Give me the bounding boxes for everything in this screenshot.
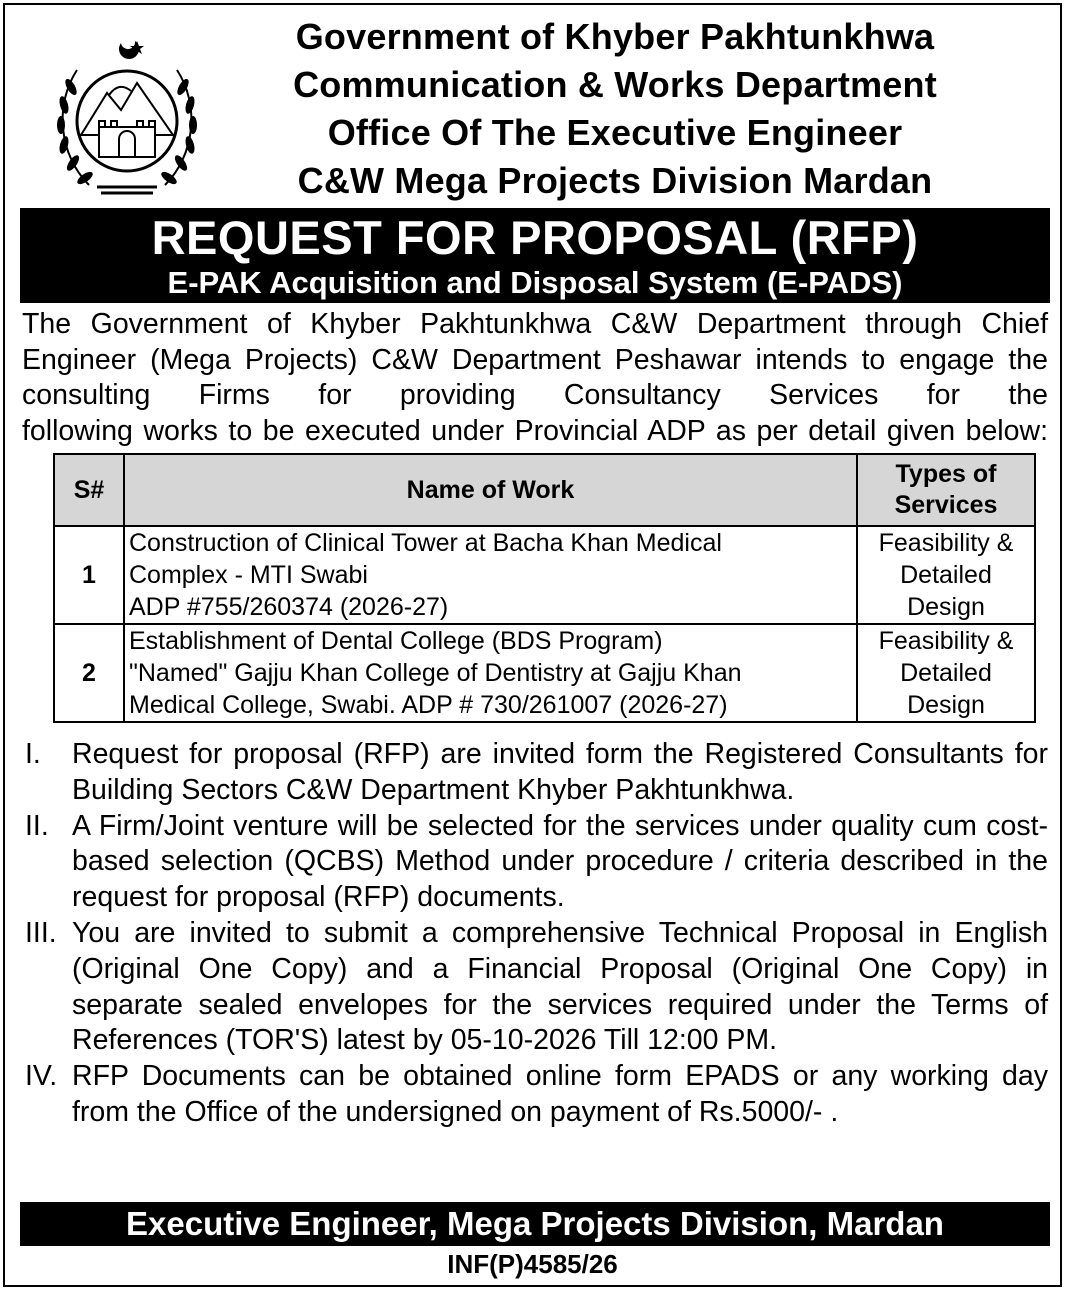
service-line: Detailed [900, 659, 992, 687]
works-table [53, 453, 1036, 723]
list-item-text: You are invited to submit a comprehensive Technical Proposal in English (Original One Copy) and a Financial Proposal (Original One Copy) in separate sealed envelopes for the services required under the Terms of References (TOR'S) latest by 05-10-2026 Till 12:00 PM. [72, 916, 1048, 1057]
row-service-type [857, 526, 1035, 624]
list-item [25, 1059, 1048, 1131]
list-item [25, 737, 1048, 809]
intro-paragraph [22, 307, 1048, 449]
row-sn: 1 [54, 526, 124, 624]
header-government: Government of Khyber Pakhtunkhwa [295, 16, 935, 57]
header [5, 13, 1060, 208]
list-item-number: III. [25, 916, 57, 949]
rfp-title: REQUEST FOR PROPOSAL (RFP) [151, 211, 919, 264]
header-sn: S# [54, 454, 124, 526]
table-row [54, 624, 1035, 722]
list-item-text: Request for proposal (RFP) are invited form the Registered Consultants for Building Sectors C&W Department Khyber Pakhtunkhwa. [72, 738, 1048, 806]
row-name-of-work [124, 526, 857, 624]
list-item [25, 809, 1048, 916]
service-line: Feasibility & [878, 627, 1014, 655]
list-item-text: RFP Documents can be obtained online form EPADS or any working day from the Office of the undersigned on payment of Rs.5000/- . [72, 1060, 1048, 1128]
advert-reference: INF(P)4585/26 [447, 1249, 618, 1279]
header-types-of-services: Types of Services [857, 454, 1035, 526]
work-line: ADP #755/260374 (2026-27) [129, 593, 449, 621]
header-name-of-work: Name of Work [124, 454, 857, 526]
list-item-number: IV. [25, 1060, 58, 1093]
work-line: Complex - MTI Swabi [129, 561, 368, 589]
table-row [54, 526, 1035, 624]
work-line: Medical College, Swabi. ADP # 730/261007 (2026-27) [129, 691, 728, 719]
list-item-number: II. [25, 809, 49, 842]
service-line: Design [907, 691, 985, 719]
list-item-number: I. [25, 738, 41, 770]
work-line: Establishment of Dental College (BDS Program) [129, 627, 663, 655]
row-name-of-work [124, 624, 857, 722]
intro-text: The Government of Khyber Pakhtunkhwa C&W Department through Chief Engineer (Mega Projects) C&W Department Peshawar intends to engage the consulting Firms for providing Consultancy Services for the [22, 308, 1048, 411]
service-line: Design [907, 593, 985, 621]
service-line: Detailed [900, 561, 992, 589]
rfp-banner [20, 208, 1050, 303]
header-office: Office Of The Executive Engineer [327, 112, 903, 153]
work-line: Construction of Clinical Tower at Bacha Khan Medical [129, 529, 722, 557]
row-sn: 2 [54, 624, 124, 722]
intro-last-line: following works to be executed under Provincial ADP as per detail given below: [22, 414, 1048, 447]
header-division: C&W Mega Projects Division Mardan [297, 160, 933, 201]
header-title-block [210, 13, 1020, 205]
signatory-banner: Executive Engineer, Mega Projects Division, Mardan [20, 1202, 1050, 1246]
row-service-type [857, 624, 1035, 722]
rfp-subtitle: E-PAK Acquisition and Disposal System (E-PADS) [167, 265, 903, 300]
work-line: "Named" Gajju Khan College of Dentistry at Gajju Khan [129, 659, 742, 687]
terms-list [25, 737, 1048, 1131]
table-header-row [54, 454, 1035, 526]
kp-government-emblem-icon [49, 35, 205, 207]
service-line: Feasibility & [878, 529, 1014, 557]
header-department: Communication & Works Department [293, 64, 937, 105]
list-item-text: A Firm/Joint venture will be selected for the services under quality cum cost-based selection (QCBS) Method under procedure / criteria described in the request for proposal (RFP) documents. [72, 809, 1048, 914]
advertisement-page [3, 3, 1062, 1287]
list-item [25, 916, 1048, 1059]
